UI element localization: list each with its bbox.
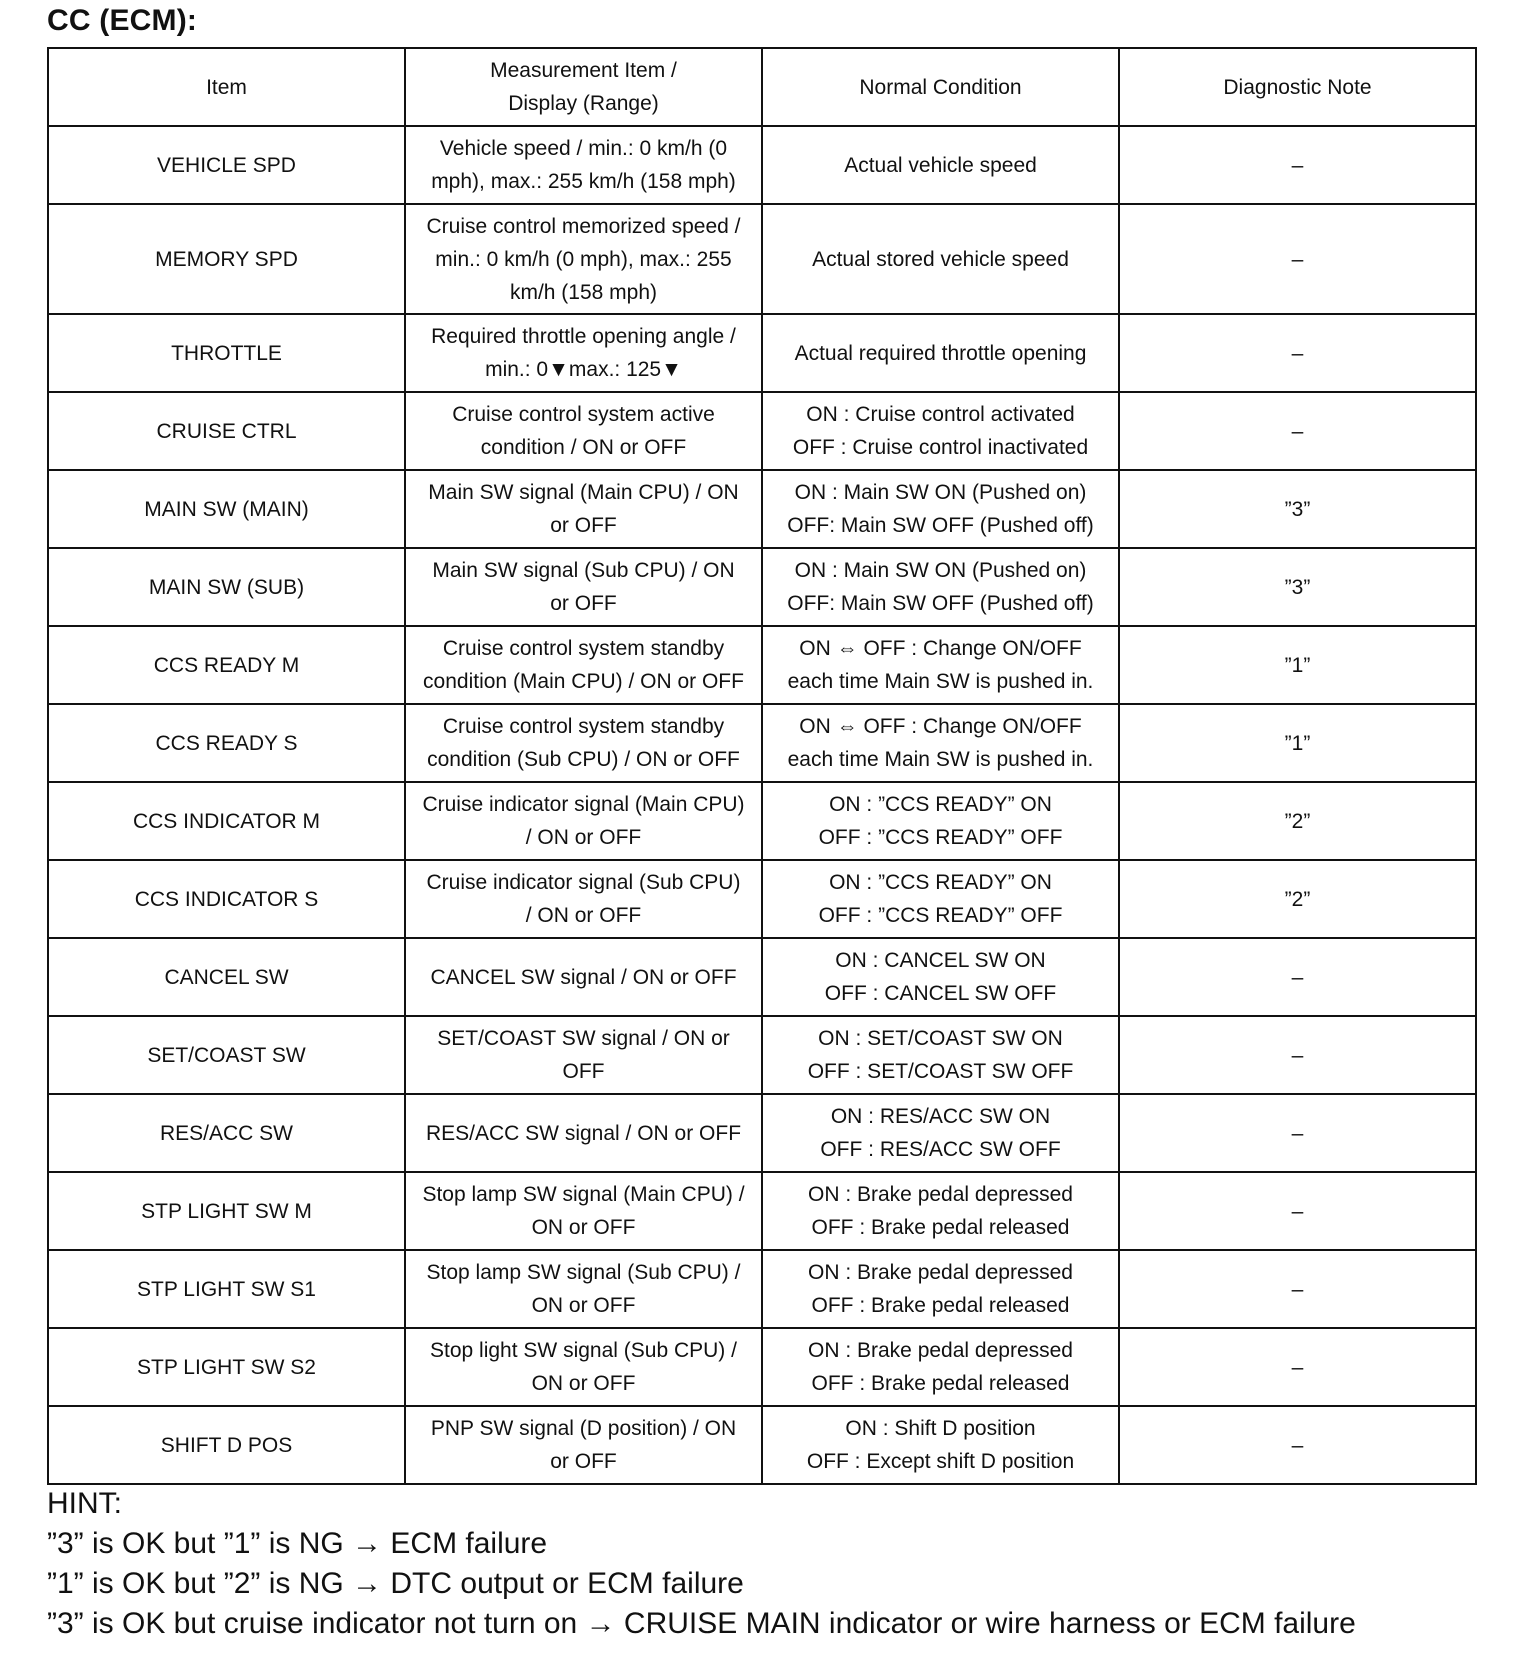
cell-normal-line: OFF: Main SW OFF (Pushed off): [787, 514, 1094, 537]
cell-measurement: [405, 1172, 762, 1250]
cell-item: SET/COAST SW: [48, 1016, 405, 1094]
cell-normal-condition: [762, 126, 1119, 204]
cell-normal-line: OFF : Cruise control inactivated: [792, 436, 1089, 459]
cell-measurement: [405, 1094, 762, 1172]
cell-measurement-line: mph), max.: 255 km/h (158 mph): [431, 170, 736, 193]
cell-measurement: [405, 626, 762, 704]
cell-measurement-line: Cruise control system standby: [442, 637, 725, 660]
table-row: [48, 1094, 1476, 1172]
cell-normal-line: Actual vehicle speed: [844, 153, 1037, 177]
cell-normal-line: OFF : Brake pedal released: [811, 1294, 1070, 1317]
cell-measurement-line: Cruise control system active: [452, 403, 715, 426]
cell-normal-condition: [762, 470, 1119, 548]
cell-diagnostic-note: ”1”: [1119, 626, 1476, 704]
cell-normal-condition: [762, 1016, 1119, 1094]
cell-item: MAIN SW (SUB): [48, 548, 405, 626]
cell-normal-line: OFF : SET/COAST SW OFF: [807, 1060, 1074, 1083]
cell-measurement-line: Cruise indicator signal (Sub CPU): [426, 871, 741, 894]
cell-measurement-line: Vehicle speed / min.: 0 km/h (0: [439, 137, 728, 160]
cell-measurement-line: Stop light SW signal (Sub CPU) /: [430, 1339, 737, 1362]
hint-title: HINT:: [47, 1487, 122, 1520]
cell-normal-line: OFF : ”CCS READY” OFF: [818, 826, 1063, 849]
header-measurement: [405, 48, 762, 126]
cell-normal-line: OFF : ”CCS READY” OFF: [818, 904, 1063, 927]
header-item: Item: [48, 48, 405, 126]
cell-normal-line: ON : SET/COAST SW ON: [818, 1027, 1063, 1050]
cell-item: SHIFT D POS: [48, 1406, 405, 1484]
cell-item: CCS READY M: [48, 626, 405, 704]
header-measurement-line: Display (Range): [508, 92, 659, 115]
cell-measurement-line: ON or OFF: [531, 1294, 636, 1317]
table-row: [48, 548, 1476, 626]
cell-measurement: [405, 126, 762, 204]
cell-measurement-line: condition / ON or OFF: [480, 436, 687, 459]
table-row: [48, 1406, 1476, 1484]
cell-diagnostic-note: –: [1119, 1172, 1476, 1250]
cell-normal-condition: [762, 204, 1119, 314]
cell-item: STP LIGHT SW S2: [48, 1328, 405, 1406]
header-measurement-line: Measurement Item /: [490, 59, 677, 82]
cell-normal-line: each time Main SW is pushed in.: [787, 748, 1094, 771]
cell-item: CCS READY S: [48, 704, 405, 782]
cell-measurement: [405, 782, 762, 860]
cell-normal-line: ON : Brake pedal depressed: [808, 1261, 1073, 1284]
cell-measurement-line: Main SW signal (Sub CPU) / ON: [432, 559, 735, 582]
table-row: [48, 1250, 1476, 1328]
cell-diagnostic-note: –: [1119, 1406, 1476, 1484]
cell-diagnostic-note: –: [1119, 126, 1476, 204]
cell-measurement: [405, 314, 762, 392]
cell-measurement: [405, 1328, 762, 1406]
cell-normal-line: OFF: Main SW OFF (Pushed off): [787, 592, 1094, 615]
cell-item: CCS INDICATOR M: [48, 782, 405, 860]
cell-normal-condition: [762, 1094, 1119, 1172]
cell-normal-line: OFF : Except shift D position: [806, 1450, 1075, 1473]
cell-measurement-line: / ON or OFF: [525, 826, 642, 849]
cell-measurement-line: Stop lamp SW signal (Sub CPU) /: [426, 1261, 741, 1284]
cell-measurement-line: or OFF: [550, 592, 617, 615]
header-diagnostic-note: Diagnostic Note: [1119, 48, 1476, 126]
table-row: [48, 782, 1476, 860]
data-list-table: [47, 47, 1477, 1485]
cell-measurement: [405, 548, 762, 626]
cell-item: CCS INDICATOR S: [48, 860, 405, 938]
cell-measurement-line: PNP SW signal (D position) / ON: [430, 1417, 737, 1440]
cell-measurement: [405, 938, 762, 1016]
header-normal-condition: Normal Condition: [762, 48, 1119, 126]
cell-normal-condition: [762, 392, 1119, 470]
table-row: [48, 1328, 1476, 1406]
cell-measurement-line: min.: 0▼max.: 125▼: [485, 358, 682, 381]
table-row: [48, 860, 1476, 938]
cell-measurement-line: or OFF: [550, 514, 617, 537]
cell-measurement-line: CANCEL SW signal / ON or OFF: [430, 965, 737, 989]
cell-normal-line: OFF : Brake pedal released: [811, 1372, 1070, 1395]
table-row: [48, 938, 1476, 1016]
cell-diagnostic-note: ”2”: [1119, 860, 1476, 938]
cell-measurement: [405, 1250, 762, 1328]
cell-diagnostic-note: ”3”: [1119, 548, 1476, 626]
cell-measurement-line: Stop lamp SW signal (Main CPU) /: [422, 1183, 745, 1206]
cell-measurement: [405, 392, 762, 470]
table-row: [48, 704, 1476, 782]
cell-normal-line: ON : ”CCS READY” ON: [829, 793, 1052, 816]
cell-measurement: [405, 470, 762, 548]
cell-measurement: [405, 704, 762, 782]
cell-measurement-line: or OFF: [550, 1450, 617, 1473]
cell-normal-condition: [762, 1172, 1119, 1250]
table-row: [48, 314, 1476, 392]
cell-normal-condition: [762, 626, 1119, 704]
cell-normal-line: Actual required throttle opening: [794, 341, 1087, 365]
cell-normal-line: each time Main SW is pushed in.: [787, 670, 1094, 693]
cell-measurement-line: min.: 0 km/h (0 mph), max.: 255: [435, 247, 732, 271]
cell-measurement: [405, 860, 762, 938]
cell-measurement: [405, 204, 762, 314]
cell-diagnostic-note: –: [1119, 392, 1476, 470]
table-row: [48, 126, 1476, 204]
cell-normal-line: ON : Brake pedal depressed: [808, 1183, 1073, 1206]
cell-normal-line: ON : Main SW ON (Pushed on): [794, 559, 1087, 582]
cell-measurement: [405, 1406, 762, 1484]
cell-measurement-line: RES/ACC SW signal / ON or OFF: [425, 1121, 742, 1145]
cell-diagnostic-note: –: [1119, 1016, 1476, 1094]
cell-diagnostic-note: –: [1119, 1328, 1476, 1406]
cell-measurement-line: Main SW signal (Main CPU) / ON: [428, 481, 739, 504]
cell-normal-condition: [762, 782, 1119, 860]
cell-normal-condition: [762, 1250, 1119, 1328]
cell-measurement-line: condition (Main CPU) / ON or OFF: [423, 670, 744, 693]
cell-normal-line: ON : Shift D position: [845, 1417, 1036, 1440]
cell-measurement-line: km/h (158 mph): [509, 280, 658, 304]
cell-item: CANCEL SW: [48, 938, 405, 1016]
cell-item: THROTTLE: [48, 314, 405, 392]
cell-normal-line: OFF : RES/ACC SW OFF: [820, 1138, 1061, 1161]
table-row: [48, 204, 1476, 314]
cell-diagnostic-note: ”3”: [1119, 470, 1476, 548]
table-header-row: [48, 48, 1476, 126]
table-row: [48, 392, 1476, 470]
cell-normal-line: ON : Brake pedal depressed: [808, 1339, 1073, 1362]
hint-line: ”3” is OK but cruise indicator not turn on → CRUISE MAIN indicator or wire harness or ECM failure: [47, 1607, 1356, 1640]
table-row: [48, 1172, 1476, 1250]
hint-line: ”1” is OK but ”2” is NG → DTC output or ECM failure: [47, 1567, 744, 1600]
cell-measurement-line: Cruise control memorized speed /: [426, 214, 741, 238]
cell-measurement-line: SET/COAST SW signal / ON or: [437, 1027, 730, 1050]
cell-measurement-line: ON or OFF: [531, 1216, 636, 1239]
cell-item: STP LIGHT SW S1: [48, 1250, 405, 1328]
table-row: [48, 1016, 1476, 1094]
cell-normal-line: ON : ”CCS READY” ON: [829, 871, 1052, 894]
cell-normal-condition: [762, 548, 1119, 626]
cell-normal-condition: [762, 938, 1119, 1016]
cell-diagnostic-note: –: [1119, 204, 1476, 314]
hint-block: [47, 1484, 1356, 1644]
cell-measurement-line: / ON or OFF: [525, 904, 642, 927]
cell-normal-line: Actual stored vehicle speed: [812, 247, 1069, 271]
cell-normal-line: OFF : CANCEL SW OFF: [824, 982, 1057, 1005]
table-row: [48, 470, 1476, 548]
cell-normal-line: ON : CANCEL SW ON: [835, 949, 1046, 972]
page-title: CC (ECM):: [47, 4, 198, 37]
cell-item: VEHICLE SPD: [48, 126, 405, 204]
cell-diagnostic-note: –: [1119, 1250, 1476, 1328]
cell-item: RES/ACC SW: [48, 1094, 405, 1172]
cell-measurement-line: ON or OFF: [531, 1372, 636, 1395]
cell-measurement-line: OFF: [562, 1060, 605, 1083]
cell-measurement-line: Cruise control system standby: [442, 715, 725, 738]
cell-diagnostic-note: –: [1119, 314, 1476, 392]
cell-normal-condition: [762, 1328, 1119, 1406]
cell-diagnostic-note: –: [1119, 938, 1476, 1016]
cell-normal-condition: [762, 314, 1119, 392]
cell-diagnostic-note: ”2”: [1119, 782, 1476, 860]
cell-measurement-line: Cruise indicator signal (Main CPU): [422, 793, 745, 816]
cell-normal-condition: [762, 704, 1119, 782]
cell-normal-condition: [762, 1406, 1119, 1484]
cell-normal-line: ON ⇔ OFF : Change ON/OFF: [799, 637, 1082, 660]
cell-item: MAIN SW (MAIN): [48, 470, 405, 548]
cell-normal-line: OFF : Brake pedal released: [811, 1216, 1070, 1239]
cell-diagnostic-note: ”1”: [1119, 704, 1476, 782]
cell-normal-line: ON : RES/ACC SW ON: [830, 1105, 1051, 1128]
cell-normal-line: ON : Cruise control activated: [806, 403, 1075, 426]
cell-item: MEMORY SPD: [48, 204, 405, 314]
cell-normal-condition: [762, 860, 1119, 938]
cell-measurement-line: condition (Sub CPU) / ON or OFF: [427, 748, 740, 771]
hint-line: ”3” is OK but ”1” is NG → ECM failure: [47, 1527, 548, 1560]
cell-measurement: [405, 1016, 762, 1094]
cell-item: CRUISE CTRL: [48, 392, 405, 470]
table-row: [48, 626, 1476, 704]
cell-item: STP LIGHT SW M: [48, 1172, 405, 1250]
table-body: [48, 126, 1476, 1484]
cell-normal-line: ON : Main SW ON (Pushed on): [794, 481, 1087, 504]
cell-measurement-line: Required throttle opening angle /: [431, 325, 736, 348]
cell-diagnostic-note: –: [1119, 1094, 1476, 1172]
cell-normal-line: ON ⇔ OFF : Change ON/OFF: [799, 715, 1082, 738]
